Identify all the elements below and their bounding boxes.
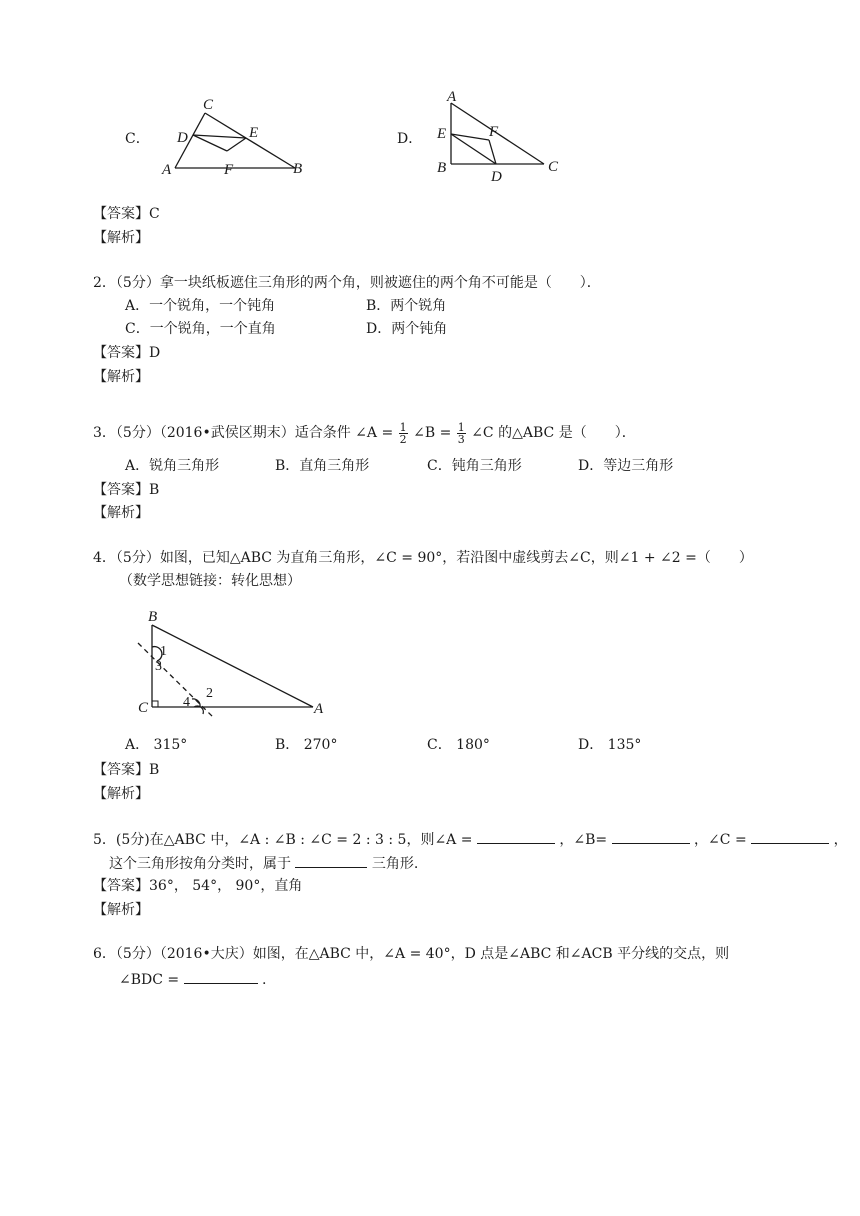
q3-frac2-denominator: 3 xyxy=(457,432,465,446)
q6-line2-pre: ∠BDC = xyxy=(119,972,180,988)
q3-stem xyxy=(93,420,636,446)
q4-stem: 4．（5分）如图，已知△ABC 为直角三角形，∠C = 90°，若沿图中虚线剪去∠C，则∠1 + ∠2 =（ ） xyxy=(93,550,753,566)
q5-blank-angle-c xyxy=(751,829,829,844)
fig-d-label-d: D xyxy=(491,169,502,185)
fig-d-label-b: B xyxy=(437,160,447,176)
q5-answer: 【答案】36°， 54°， 90°，直角 xyxy=(93,878,303,894)
fig-c-label-d: D xyxy=(177,130,188,146)
fig-d-label-e: E xyxy=(437,126,447,142)
q6-blank-angle-bdc xyxy=(184,969,258,984)
q5-stem-mid1: ，∠B= xyxy=(559,832,608,848)
q3-fraction-third xyxy=(457,422,466,445)
q3-option-d: D．等边三角形 xyxy=(578,458,674,474)
q5-blank-classification xyxy=(295,853,367,868)
q5-line2-post: 三角形. xyxy=(371,856,419,872)
fig-d-label-a: A xyxy=(447,89,457,105)
q3-option-b: B．直角三角形 xyxy=(275,458,370,474)
fig-c-segment-fe xyxy=(227,138,246,151)
fig-c-segment-df xyxy=(193,135,227,151)
q5-analysis: 【解析】 xyxy=(93,902,149,918)
q1-answer: 【答案】C xyxy=(93,206,160,222)
q6-stem: 6．（5分）（2016•大庆）如图，在△ABC 中，∠A = 40°，D 点是∠ABC 和∠ACB 平分线的交点，则 xyxy=(93,946,730,962)
q5-stem-pre: 5．(5分)在△ABC 中，∠A : ∠B : ∠C = 2 : 3 : 5，则∠A = xyxy=(93,832,473,848)
fig4-label-c: C xyxy=(138,700,149,716)
q6-line2-post: . xyxy=(262,972,267,988)
q2-option-b: B．两个锐角 xyxy=(366,298,447,314)
q2-analysis: 【解析】 xyxy=(93,369,149,385)
fig-c-label-a: A xyxy=(162,162,172,178)
fig4-right-angle-mark xyxy=(152,701,158,707)
q3-option-c: C．钝角三角形 xyxy=(427,458,522,474)
q4-option-c: C． 180° xyxy=(427,737,490,753)
q1-figure-d xyxy=(432,86,572,186)
q6-stem-line2 xyxy=(119,969,267,989)
q5-blank-angle-b xyxy=(612,829,690,844)
q1-analysis: 【解析】 xyxy=(93,230,149,246)
q4-answer: 【答案】B xyxy=(93,762,160,778)
fig4-label-2: 2 xyxy=(206,686,213,701)
fig-c-label-e: E xyxy=(249,125,259,141)
q4-analysis: 【解析】 xyxy=(93,786,149,802)
q5-line2-pre: 这个三角形按角分类时，属于 xyxy=(109,856,291,872)
q3-frac1-denominator: 2 xyxy=(399,432,407,446)
q4-figure xyxy=(130,605,345,725)
q5-stem-line2 xyxy=(109,853,418,873)
q3-frac2-numerator: 1 xyxy=(457,420,465,434)
q3-frac1-numerator: 1 xyxy=(399,420,407,434)
q5-stem-mid2: ，∠C = xyxy=(694,832,747,848)
q3-fraction-half xyxy=(399,422,408,445)
q4-option-a: A． 315° xyxy=(125,737,188,753)
fig-c-label-c: C xyxy=(203,97,214,113)
q2-answer: 【答案】D xyxy=(93,345,161,361)
q4-option-d: D． 135° xyxy=(578,737,642,753)
fig-d-label-c: C xyxy=(548,159,559,175)
q3-analysis: 【解析】 xyxy=(93,505,149,521)
q4-option-b: B． 270° xyxy=(275,737,338,753)
fig-c-label-b: B xyxy=(293,161,303,177)
q5-blank-angle-a xyxy=(477,829,555,844)
fig-d-label-f: F xyxy=(489,124,499,140)
q2-option-a: A．一个锐角，一个钝角 xyxy=(125,298,276,314)
fig-c-label-f: F xyxy=(224,162,234,178)
fig4-label-4: 4 xyxy=(183,695,190,710)
q3-answer: 【答案】B xyxy=(93,482,160,498)
q5-stem-end1: ， xyxy=(833,832,848,848)
q3-stem-pre: 3．（5分）（2016•武侯区期末）适合条件 xyxy=(93,425,351,441)
q4-note: （数学思想链接：转化思想） xyxy=(119,573,301,589)
fig4-segment-ba xyxy=(152,625,313,707)
q5-stem-line1 xyxy=(93,829,848,849)
fig4-label-3: 3 xyxy=(155,659,162,674)
q1-figure-c xyxy=(155,92,315,182)
q2-option-c: C．一个锐角，一个直角 xyxy=(125,321,276,337)
q1-option-d-label: D． xyxy=(397,131,423,147)
q3-stem-post: 的△ABC 是（ ）． xyxy=(498,425,636,441)
q3-angle-b: ∠B = xyxy=(413,425,452,441)
fig4-label-1: 1 xyxy=(160,644,167,659)
fig-d-segment-ef xyxy=(451,134,489,140)
fig4-label-b: B xyxy=(148,609,158,625)
q3-angle-c: ∠C xyxy=(471,425,494,441)
fig4-label-a: A xyxy=(314,701,324,717)
q2-option-d: D．两个钝角 xyxy=(366,321,448,337)
q1-option-c-label: C． xyxy=(125,131,150,147)
q2-stem: 2．（5分）拿一块纸板遮住三角形的两个角，则被遮住的两个角不可能是（ ）． xyxy=(93,275,601,291)
fig-c-segment-de xyxy=(193,135,246,138)
q3-option-a: A．锐角三角形 xyxy=(125,458,220,474)
q3-angle-a: ∠A = xyxy=(355,425,394,441)
